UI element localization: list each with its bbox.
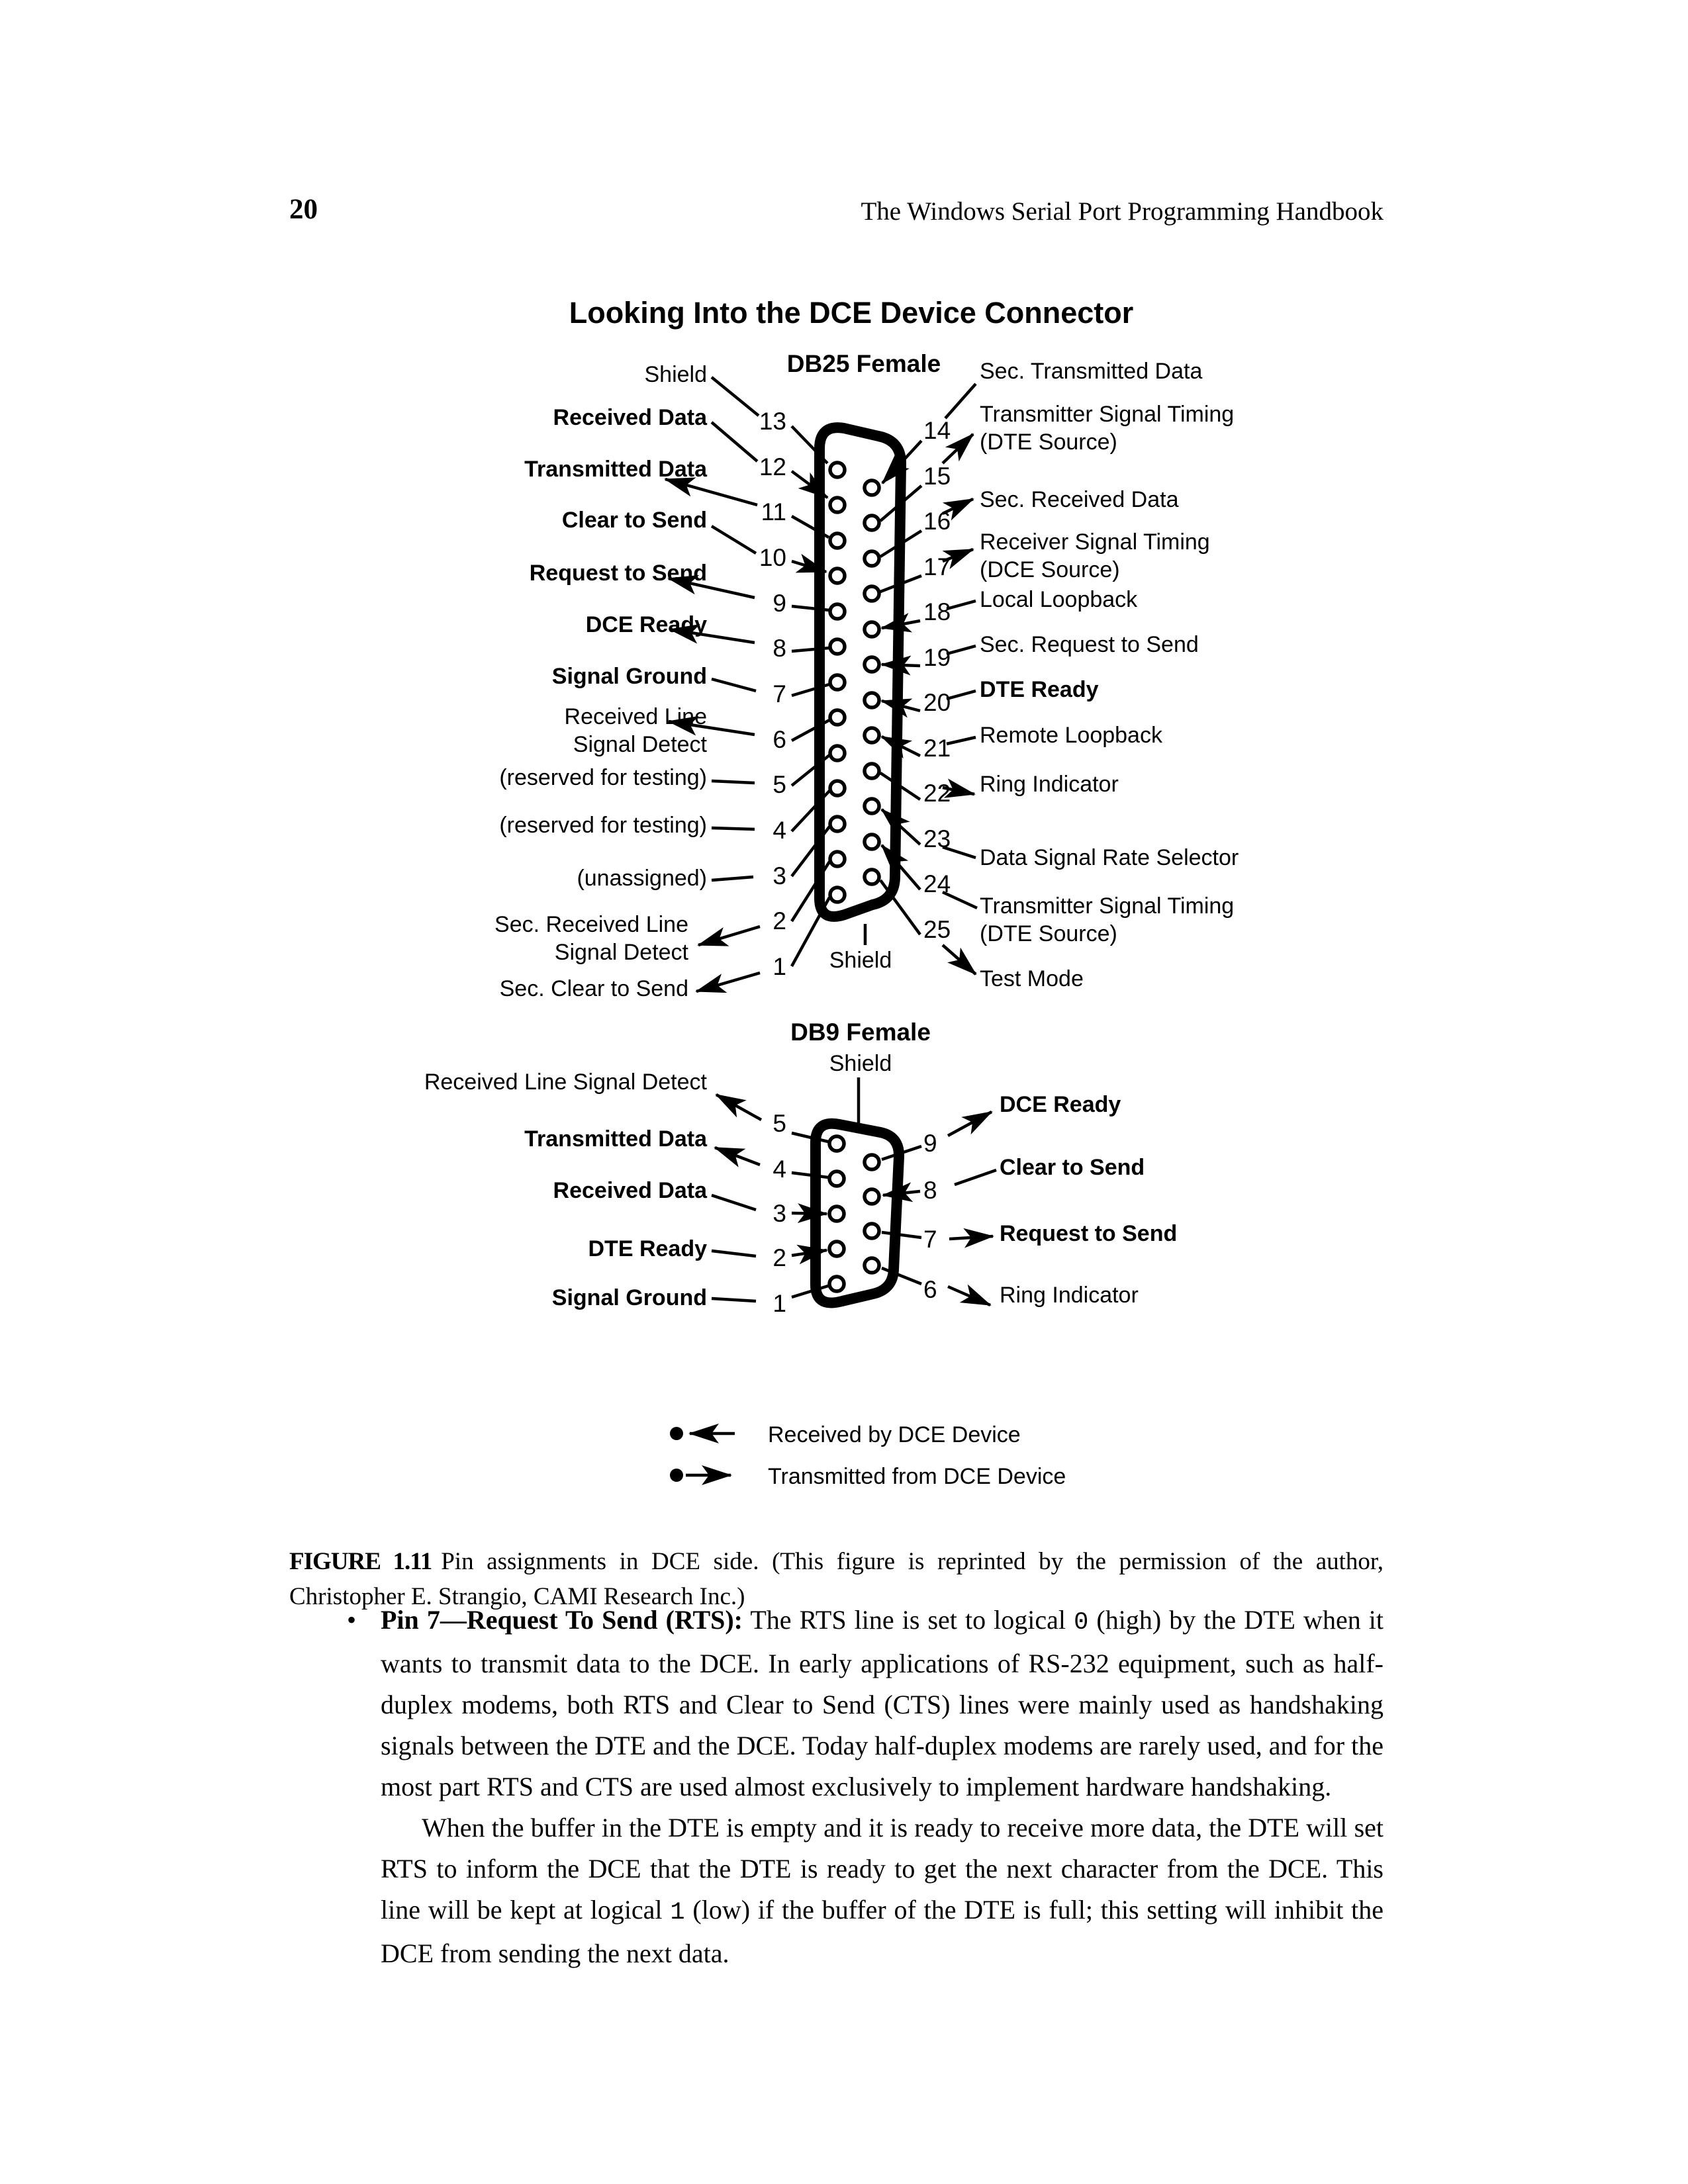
db25-label-sec-rlsd-line2: Signal Detect	[554, 940, 688, 965]
db25-pin-number-16: 16	[923, 508, 951, 535]
db25-label-sec-request-to-send: Sec. Request to Send	[980, 632, 1199, 657]
second-paragraph	[381, 1807, 1383, 1974]
db25-pin-number-20: 20	[923, 689, 951, 716]
db9-label-request-to-send: Request to Send	[1000, 1221, 1178, 1246]
db25-label-rlsd-line1: Received Line	[564, 704, 707, 729]
db9-title: DB9 Female	[790, 1019, 931, 1046]
db9-label-dte-ready: DTE Ready	[588, 1236, 707, 1261]
figure-caption-text: Pin assignments in DCE side. (This figure is reprinted by the permission of the author, Christopher E. Strangio, CAMI Research Inc.)	[289, 1548, 1383, 1610]
para2-text-1: When the buffer in the DTE is empty and it is ready to receive more data, the DTE will set RTS to inform the DCE that the DTE is ready to get the next character from the DCE. This line will be kept at logical	[381, 1813, 1383, 1925]
db25-label-tx-signal-timing24-line2: (DTE Source)	[980, 921, 1117, 946]
db25-left-pin-labels	[494, 362, 708, 1001]
bullet-glyph: •	[347, 1605, 357, 1635]
db9-label-dce-ready: DCE Ready	[1000, 1092, 1121, 1117]
db9-label-rlsd: Received Line Signal Detect	[424, 1069, 707, 1095]
db25-label-reserved-2: (reserved for testing)	[499, 813, 707, 838]
db9-pin-number-7: 7	[923, 1226, 937, 1253]
db25-label-sec-received-data: Sec. Received Data	[980, 487, 1179, 512]
body-text	[289, 1600, 1383, 1974]
bullet-paragraph	[347, 1600, 1383, 1807]
db25-pin-number-14: 14	[923, 417, 951, 444]
db9-label-ring-indicator: Ring Indicator	[1000, 1283, 1139, 1308]
legend-transmitted-text: Transmitted from DCE Device	[768, 1464, 1066, 1489]
db25-pin-number-15: 15	[923, 463, 951, 490]
db25-label-transmitted-data: Transmitted Data	[524, 457, 707, 482]
db9-pin-number-9: 9	[923, 1130, 937, 1157]
db25-label-rx-signal-timing-line2: (DCE Source)	[980, 557, 1120, 582]
db25-label-rlsd-line2: Signal Detect	[573, 732, 707, 757]
db25-pin-number-8: 8	[773, 635, 786, 662]
db25-pin-number-2: 2	[773, 907, 786, 934]
db25-label-data-signal-rate-selector: Data Signal Rate Selector	[980, 845, 1239, 870]
db25-label-ring-indicator: Ring Indicator	[980, 772, 1119, 797]
db9-pin-number-1: 1	[773, 1290, 786, 1317]
db25-pin-number-7: 7	[773, 680, 786, 707]
db25-label-sec-transmitted-data: Sec. Transmitted Data	[980, 359, 1203, 384]
db25-label-tx-signal-timing24-line1: Transmitter Signal Timing	[980, 893, 1235, 919]
db25-pin-number-3: 3	[773, 862, 786, 889]
db25-pin-number-19: 19	[923, 644, 951, 671]
db25-label-tx-signal-timing15-line2: (DTE Source)	[980, 430, 1117, 455]
db25-pin-number-11: 11	[761, 498, 786, 525]
db9-pin-number-2: 2	[773, 1244, 786, 1271]
db9-pin-number-4: 4	[773, 1156, 786, 1183]
db25-label-received-data: Received Data	[553, 405, 707, 430]
db25-pin-number-12: 12	[759, 453, 786, 480]
figure-title: Looking Into the DCE Device Connector	[569, 296, 1134, 330]
legend-pin-dot-transmitted	[670, 1469, 683, 1482]
db9-label-received-data: Received Data	[553, 1178, 707, 1203]
db25-label-test-mode: Test Mode	[980, 966, 1084, 991]
figure-caption-tag: FIGURE 1.11	[289, 1548, 432, 1575]
db25-label-remote-loopback: Remote Loopback	[980, 723, 1162, 748]
legend-pin-dot-received	[670, 1427, 683, 1440]
para1-lead-in: Pin 7—Request To Send (RTS):	[381, 1605, 743, 1635]
db25-pin-number-21: 21	[923, 735, 951, 762]
page-number: 20	[289, 194, 318, 225]
db25-pin-number-6: 6	[773, 726, 786, 753]
db9-label-clear-to-send: Clear to Send	[1000, 1155, 1145, 1180]
db9-pin-number-8: 8	[923, 1177, 937, 1204]
para2-text-2: (low) if the buffer of the DTE is full; this setting will inhibit the DCE from sending the next data.	[381, 1895, 1384, 1968]
para1-logical-0: 0	[1074, 1609, 1089, 1637]
db25-pin-number-4: 4	[773, 817, 786, 844]
db25-label-sec-rlsd-line1: Sec. Received Line	[494, 912, 688, 937]
para2-logical-1: 1	[670, 1899, 685, 1927]
db25-pin-number-17: 17	[923, 553, 951, 580]
db25-label-shield: Shield	[644, 362, 707, 387]
db9-label-signal-ground: Signal Ground	[551, 1285, 707, 1310]
db25-pin-number-18: 18	[923, 598, 951, 625]
db25-label-reserved-1: (reserved for testing)	[499, 765, 707, 790]
db25-label-request-to-send: Request to Send	[529, 561, 707, 586]
direction-legend	[670, 1422, 1066, 1489]
db25-title: DB25 Female	[786, 350, 941, 377]
para1-text-1: The RTS line is set to logical	[743, 1605, 1074, 1635]
db9-label-transmitted-data: Transmitted Data	[524, 1126, 707, 1152]
db9-label-shield-top: Shield	[829, 1051, 892, 1076]
db25-label-clear-to-send: Clear to Send	[561, 508, 707, 533]
db25-pin-number-1: 1	[773, 953, 786, 980]
db25-label-dce-ready: DCE Ready	[585, 612, 707, 637]
running-head: The Windows Serial Port Programming Handbook	[861, 197, 1383, 226]
para1-text-2: (high) by the DTE when it wants to transmit data to the DCE. In early applications of RS-232 equipment, such as half-duplex modems, both RTS and Clear to Send (CTS) lines were mainly used as handshaking signals between the DTE and the DCE. Today half-duplex modems are rarely used, and for the most part RTS and CTS are used almost exclusively to implement hardware handshaking.	[381, 1605, 1383, 1801]
db25-pin-number-9: 9	[773, 590, 786, 617]
db25-label-sec-clear-to-send: Sec. Clear to Send	[499, 976, 688, 1001]
db9-pin-number-5: 5	[773, 1110, 786, 1137]
db9-pin-number-3: 3	[773, 1200, 786, 1227]
db25-pin-number-23: 23	[923, 825, 951, 852]
db25-label-shield-bottom: Shield	[829, 948, 892, 973]
db25-pin-number-24: 24	[923, 870, 951, 897]
db25-pin-number-10: 10	[759, 544, 786, 571]
db9-pin-labels	[424, 1069, 1177, 1310]
db25-label-dte-ready: DTE Ready	[980, 677, 1099, 702]
db25-label-tx-signal-timing15-line1: Transmitter Signal Timing	[980, 402, 1235, 427]
db25-pin-number-5: 5	[773, 771, 786, 798]
db25-label-rx-signal-timing-line1: Receiver Signal Timing	[980, 529, 1210, 555]
db9-pin-number-6: 6	[923, 1276, 937, 1303]
db25-pin-number-13: 13	[759, 408, 786, 435]
db25-pin-number-22: 22	[923, 780, 951, 807]
db25-label-signal-ground: Signal Ground	[551, 664, 707, 689]
db25-label-unassigned: (unassigned)	[577, 866, 707, 891]
db25-left-pin-numbers	[759, 408, 786, 980]
legend-received-text: Received by DCE Device	[768, 1422, 1021, 1447]
db25-right-pin-numbers	[923, 417, 951, 943]
db25-pin-number-25: 25	[923, 916, 951, 943]
db25-label-local-loopback: Local Loopback	[980, 587, 1138, 612]
